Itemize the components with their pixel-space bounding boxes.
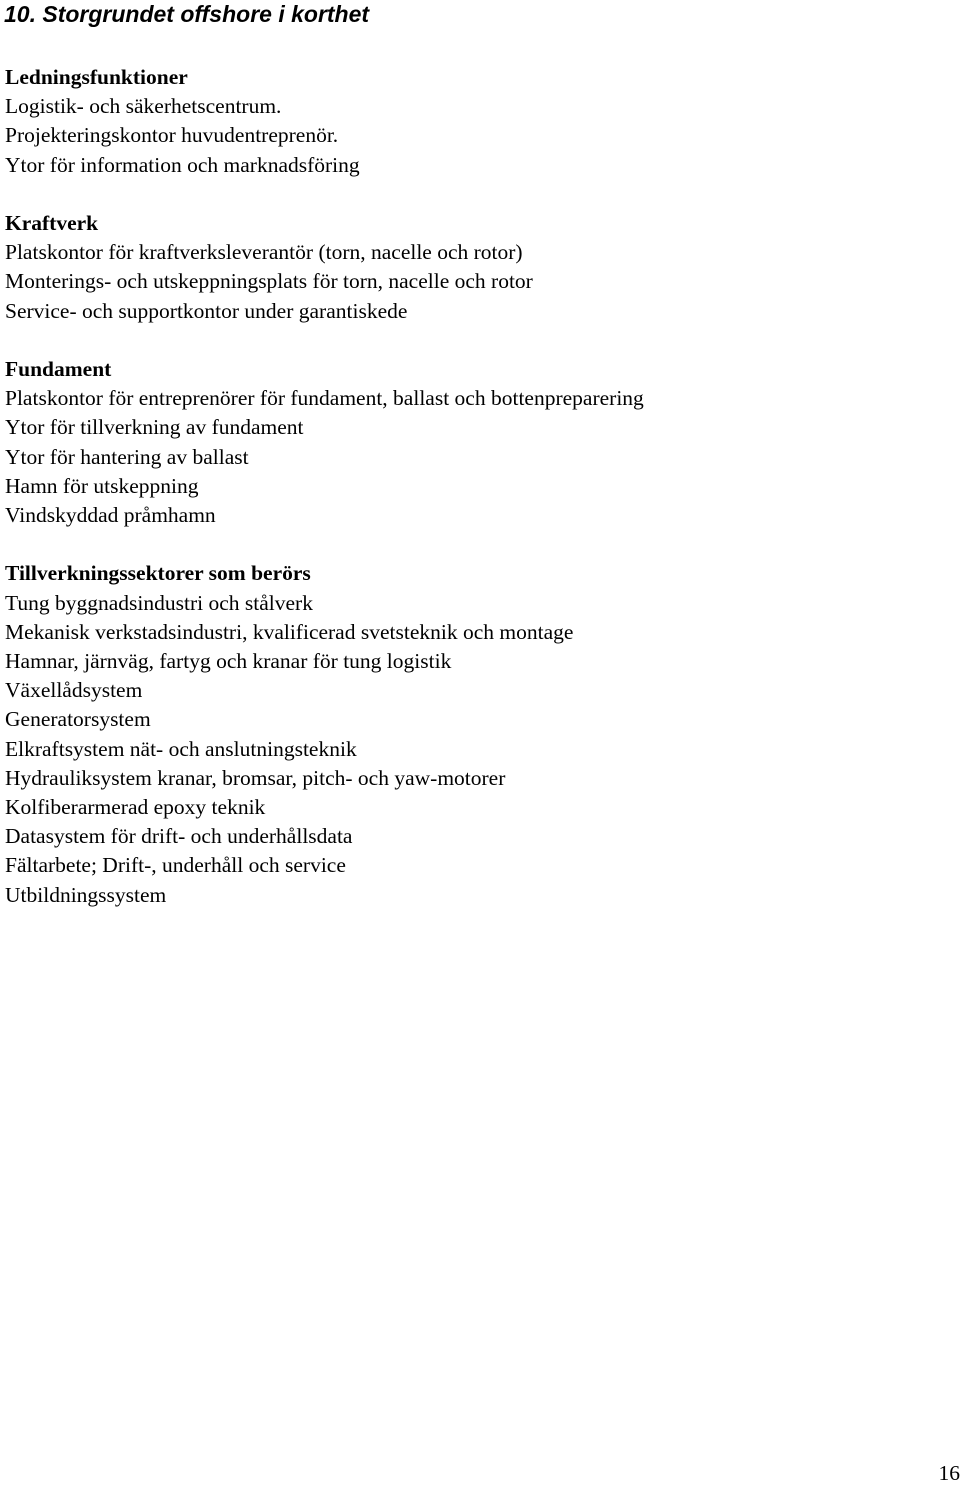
list-item: Elkraftsystem nät- och anslutningsteknik: [5, 735, 955, 764]
section-list: [5, 589, 955, 910]
list-item: Tung byggnadsindustri och stålverk: [5, 589, 955, 618]
list-item: Hydrauliksystem kranar, bromsar, pitch- och yaw-motorer: [5, 764, 955, 793]
list-item: Monterings- och utskeppningsplats för torn, nacelle och rotor: [5, 267, 955, 296]
list-item: Platskontor för kraftverksleverantör (torn, nacelle och rotor): [5, 238, 955, 267]
section-heading: Ledningsfunktioner: [5, 63, 955, 92]
list-item: Projekteringskontor huvudentreprenör.: [5, 121, 955, 150]
list-item: Kolfiberarmerad epoxy teknik: [5, 793, 955, 822]
page-number: 16: [939, 1459, 960, 1488]
list-item: Ytor för hantering av ballast: [5, 443, 955, 472]
section-kraftverk: [5, 209, 955, 326]
section-heading: Kraftverk: [5, 209, 955, 238]
list-item: Platskontor för entreprenörer för fundament, ballast och bottenpreparering: [5, 384, 955, 413]
section-list: [5, 384, 955, 530]
section-heading: Fundament: [5, 355, 955, 384]
section-ledningsfunktioner: [5, 63, 955, 180]
list-item: Växellådsystem: [5, 676, 955, 705]
list-item: Vindskyddad pråmhamn: [5, 501, 955, 530]
list-item: Service- och supportkontor under garantiskede: [5, 297, 955, 326]
list-item: Hamn för utskeppning: [5, 472, 955, 501]
list-item: Generatorsystem: [5, 705, 955, 734]
list-item: Hamnar, järnväg, fartyg och kranar för tung logistik: [5, 647, 955, 676]
section-list: [5, 92, 955, 180]
list-item: Utbildningssystem: [5, 881, 955, 910]
page-title: 10. Storgrundet offshore i korthet: [4, 0, 369, 28]
section-list: [5, 238, 955, 326]
list-item: Ytor för tillverkning av fundament: [5, 413, 955, 442]
list-item: Fältarbete; Drift-, underhåll och service: [5, 851, 955, 880]
document-body: [5, 63, 955, 939]
list-item: Mekanisk verkstadsindustri, kvalificerad svetsteknik och montage: [5, 618, 955, 647]
list-item: Logistik- och säkerhetscentrum.: [5, 92, 955, 121]
section-heading: Tillverkningssektorer som berörs: [5, 559, 955, 588]
list-item: Datasystem för drift- och underhållsdata: [5, 822, 955, 851]
section-tillverkningssektorer: [5, 559, 955, 909]
section-fundament: [5, 355, 955, 530]
list-item: Ytor för information och marknadsföring: [5, 151, 955, 180]
